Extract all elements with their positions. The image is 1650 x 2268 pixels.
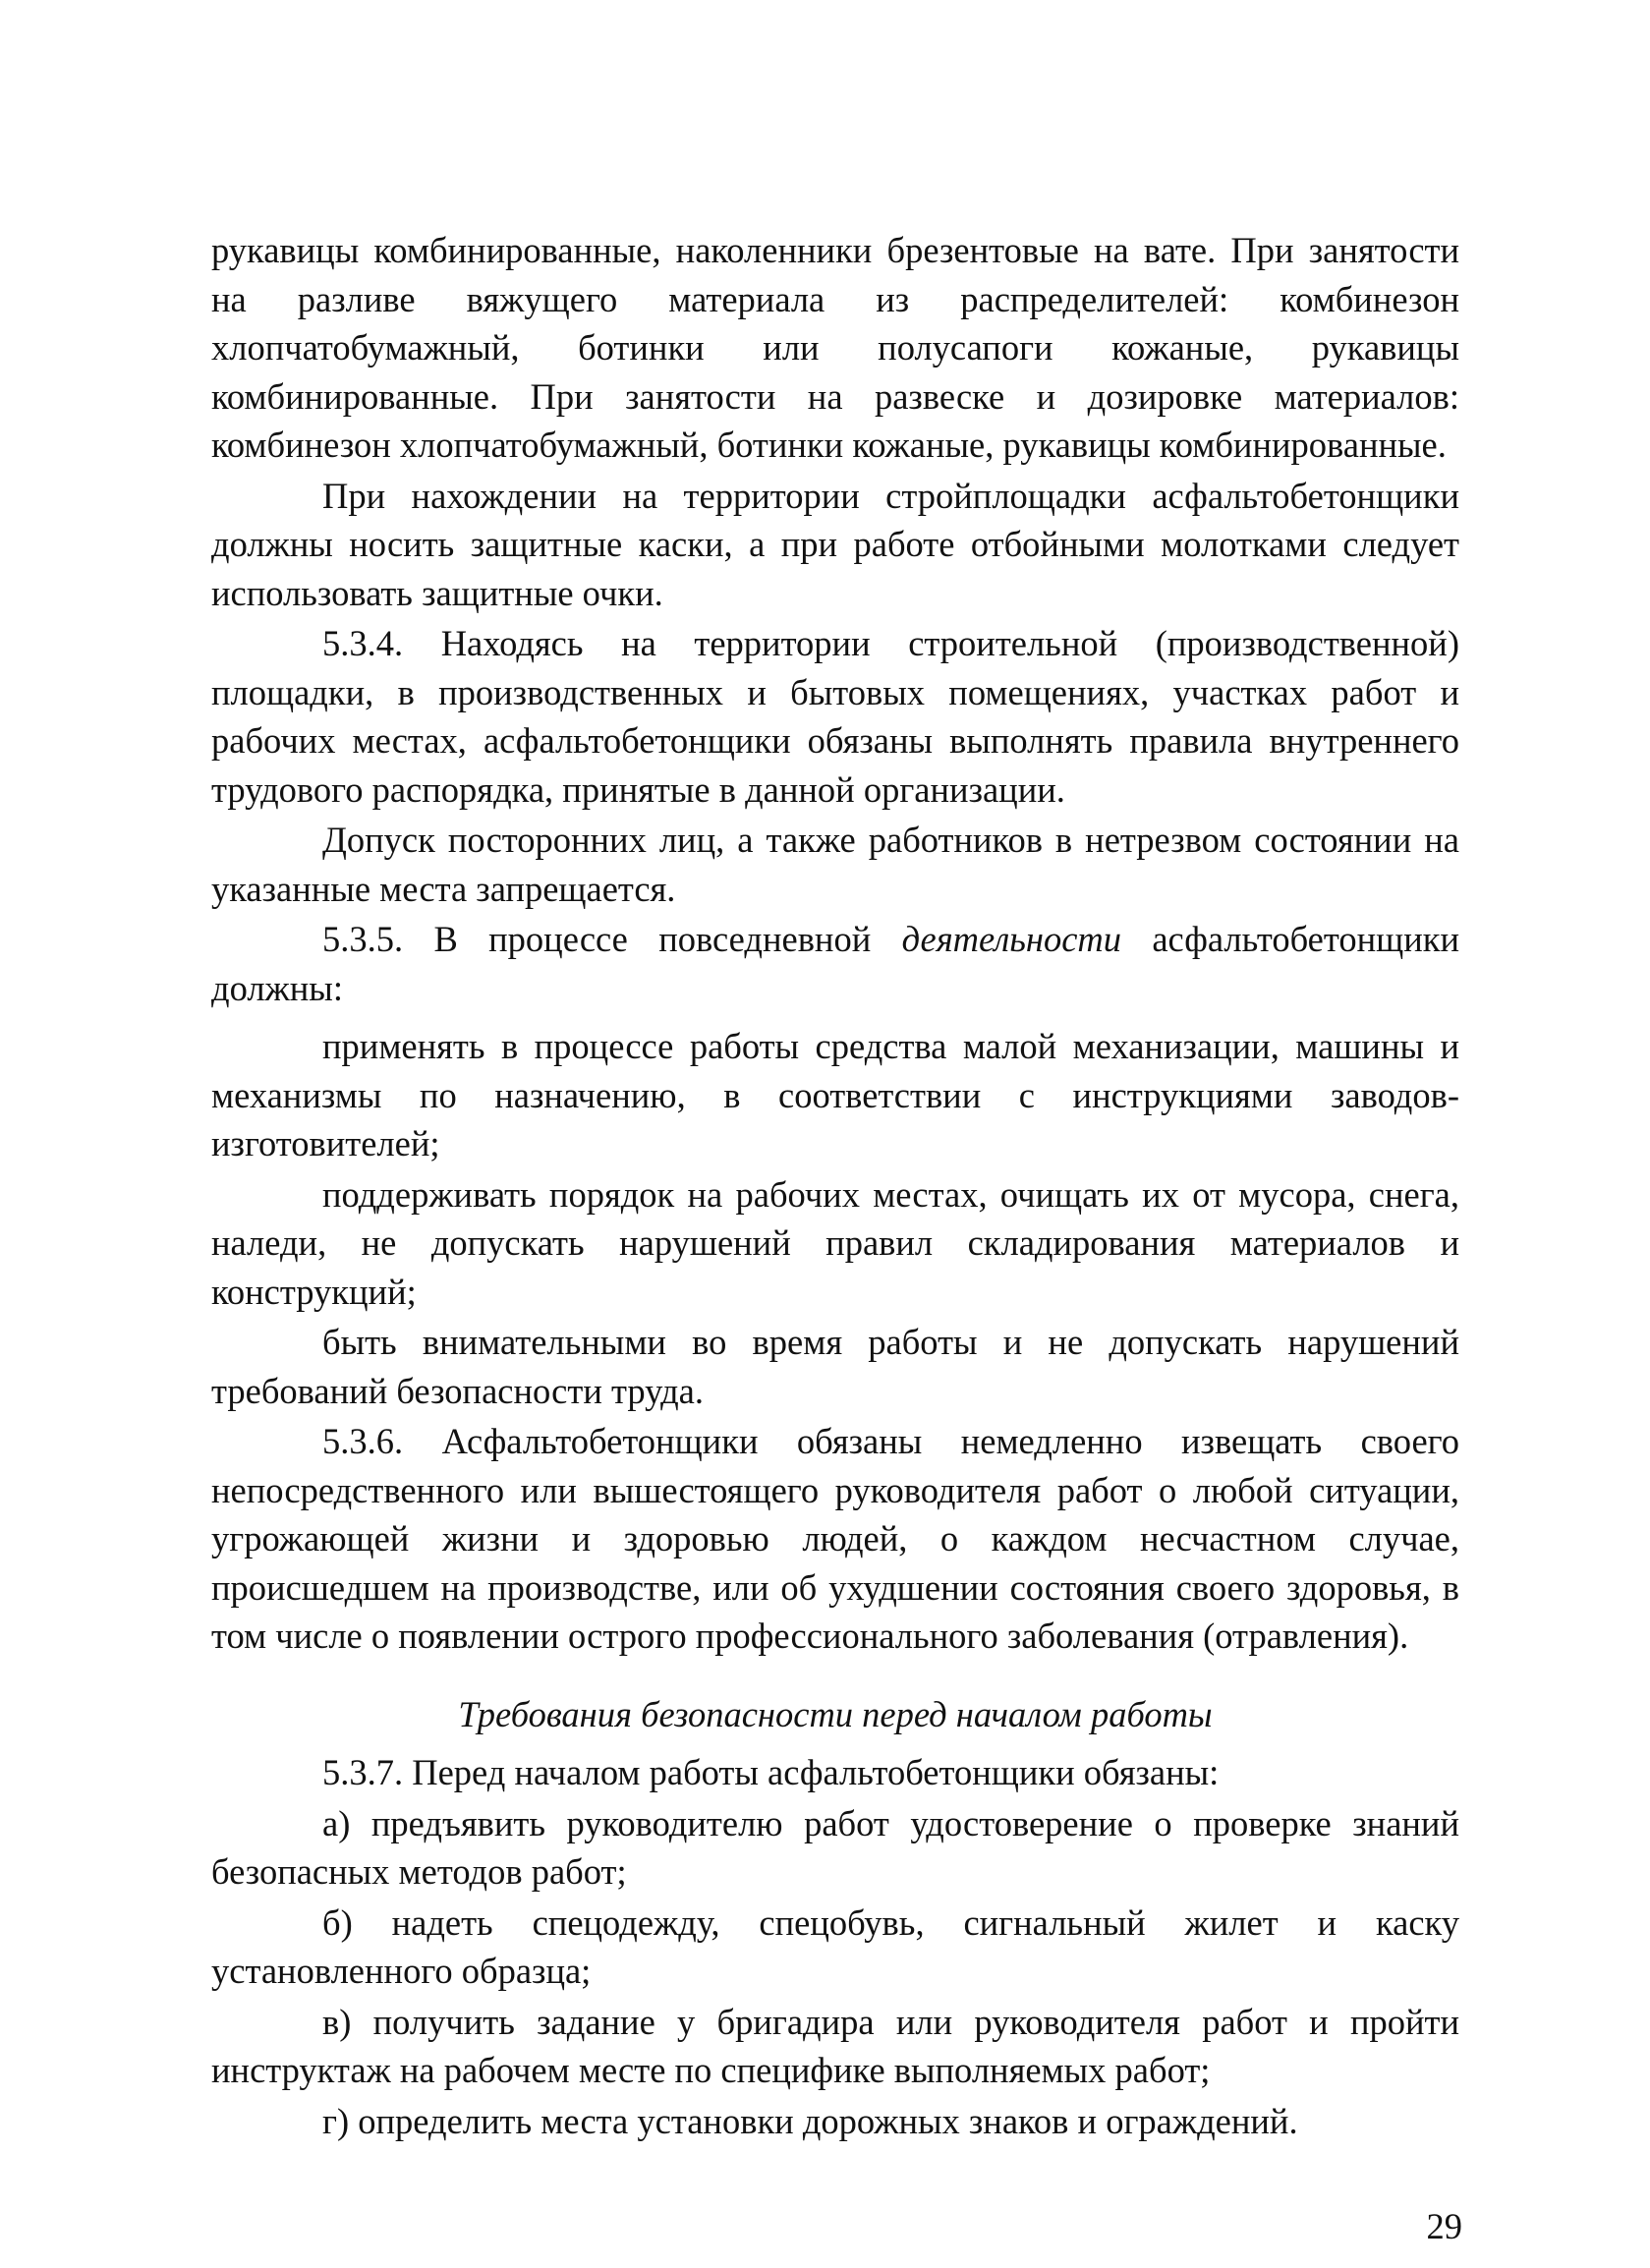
paragraph-5-3-5-rest: асфальтобетонщики должны:: [211, 919, 1460, 1008]
paragraph-helmets: При нахождении на территории стройплощадки асфальтобетонщики должны носить защитные каски, а при работе отбойными молотками следует использовать защитные очки.: [211, 475, 1459, 613]
paragraph-be-attentive: быть внимательными во время работы и не допускать нарушений требований безопасности труда.: [211, 1322, 1459, 1411]
paragraph-5-3-5-emphasis: деятельности: [901, 919, 1122, 959]
list-item-v: в) получить задание у бригадира или руководителя работ и пройти инструктаж на рабочем месте по специфике выполняемых работ;: [211, 2001, 1459, 2090]
paragraph-5-3-7: 5.3.7. Перед началом работы асфальтобетонщики обязаны:: [322, 1752, 1220, 1792]
list-item-a: а) предъявить руководителю работ удостоверение о проверке знаний безопасных методов работ;: [211, 1802, 1459, 1892]
paragraph-apply-machinery: применять в процессе работы средства малой механизации, машины и механизмы по назначению, в соответствии с инструкциями заводов-изготовителей;: [211, 1026, 1459, 1163]
paragraph-keep-order: поддерживать порядок на рабочих местах, очищать их от мусора, снега, наледи, не допускать нарушений правил складирования материалов и конструкций;: [211, 1173, 1459, 1312]
paragraph-ppe-continuation: рукавицы комбинированные, наколенники брезентовые на вате. При занятости на разливе вяжущего материала из распределителей: комбинезон хлопчатобумажный, ботинки или полусапоги кожаные, рукавицы комбинированные. При занятости на развеске и дозировке материалов: комбинезон хлопчатобумажный, ботинки кожаные, рукавицы комбинированные.: [211, 230, 1459, 465]
list-item-g: г) определить места установки дорожных знаков и ограждений.: [322, 2100, 1298, 2141]
document-page-body: [211, 226, 1459, 2145]
paragraph-5-3-6: 5.3.6. Асфальтобетонщики обязаны немедленно извещать своего непосредственного или вышестоящего руководителя работ о любой ситуации, угрожающей жизни и здоровью людей, о каждом несчастном случае, происшедшем на производстве, или об ухудшении состояния своего здоровья, в том числе о появлении острого профессионального заболевания (отравления).: [211, 1421, 1459, 1656]
section-heading: Требования безопасности перед началом работы: [458, 1693, 1213, 1734]
paragraph-5-3-4: 5.3.4. Находясь на территории строительной (производственной) площадки, в производственных и бытовых помещениях, участках работ и рабочих местах, асфальтобетонщики обязаны выполнять правила внутреннего трудового распорядка, принятые в данной организации.: [211, 623, 1459, 810]
paragraph-5-3-5-lead: 5.3.5. В процессе повседневной: [322, 919, 902, 959]
paragraph-5-3-5: [211, 915, 1459, 1012]
page-number: 29: [1426, 2206, 1462, 2246]
paragraph-access-prohibited: Допуск посторонних лиц, а также работников в нетрезвом состоянии на указанные места запрещается.: [211, 820, 1459, 909]
list-item-b: б) надеть спецодежду, спецобувь, сигнальный жилет и каску установленного образца;: [211, 1901, 1459, 1991]
